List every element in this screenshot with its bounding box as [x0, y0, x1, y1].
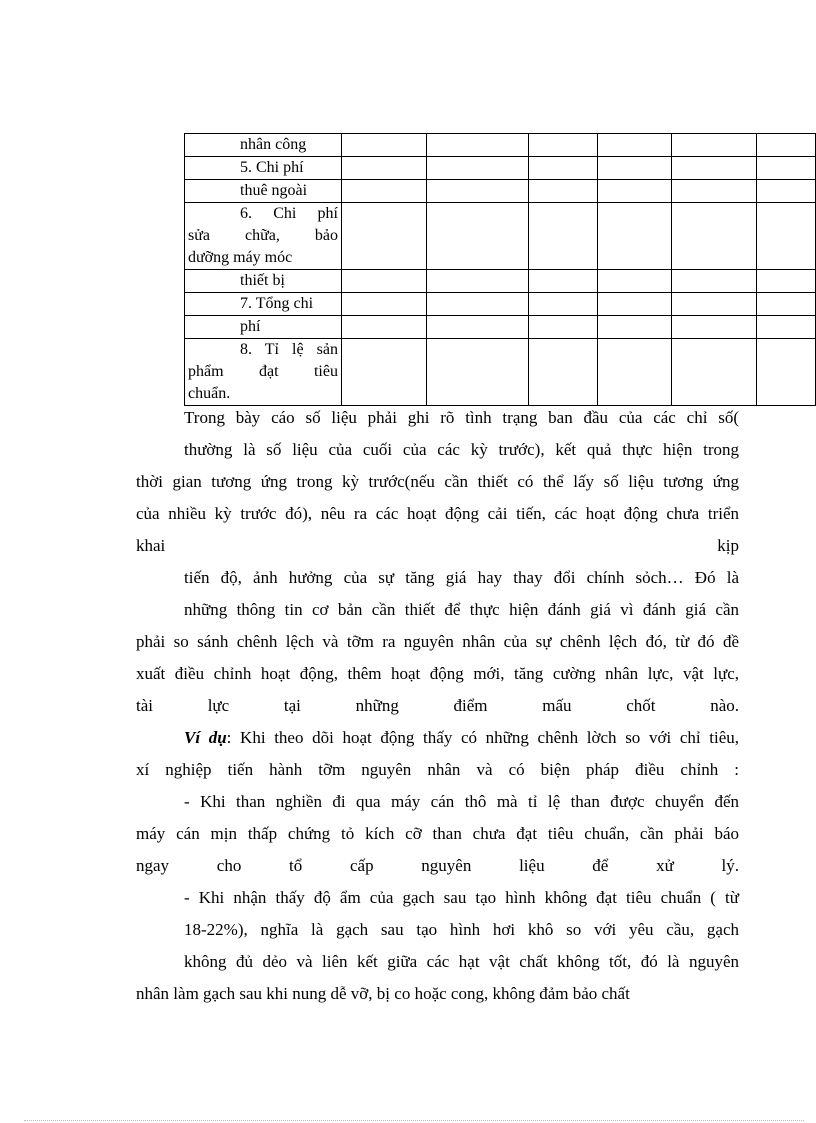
text-line: tài lực tại những điểm mấu chốt nào. [136, 696, 739, 715]
table-cell-empty [598, 157, 672, 180]
cell-line: nhân công [240, 136, 307, 153]
table-cell-empty [426, 270, 528, 293]
table-cell-empty [341, 293, 426, 316]
table-cell-empty [672, 316, 757, 339]
table-cell-empty [341, 316, 426, 339]
table-row [185, 134, 816, 157]
table-cell-empty [672, 180, 757, 203]
table-row [185, 203, 816, 270]
table-row [185, 293, 816, 316]
table-cell-empty [672, 293, 757, 316]
table-cell-empty [426, 180, 528, 203]
table-row [185, 316, 816, 339]
table-cell-empty [341, 270, 426, 293]
table-cell-empty [598, 203, 672, 270]
table-cell-empty [672, 157, 757, 180]
cell-line: 7. Tổng chi [240, 295, 314, 312]
table-cell-empty [672, 134, 757, 157]
table-cell-label [185, 316, 342, 339]
table-cell-empty [529, 316, 598, 339]
text-line: ngay cho tổ cấp nguyên liệu để xử lý. [136, 856, 739, 875]
table-row [185, 339, 816, 406]
cell-line: 5. Chi phí [240, 159, 304, 176]
table-cell-empty [672, 203, 757, 270]
table-cell-empty [598, 339, 672, 406]
table-cell-empty [341, 157, 426, 180]
table-row [185, 157, 816, 180]
table-cell-empty [426, 134, 528, 157]
table-cell-empty [341, 203, 426, 270]
table-cell-empty [598, 316, 672, 339]
text-line: xuất điều chỉnh hoạt động, thêm hoạt động mới, tăng cường nhân lực, vật lực, [136, 664, 739, 683]
text-line: thời gian tương ứng trong kỳ trước(nếu cần thiết có thể lấy số liệu tương ứng [136, 472, 739, 491]
table-cell-empty [598, 180, 672, 203]
table-cell-empty [756, 270, 815, 293]
text-line: máy cán mịn thấp chứng tỏ kích cỡ than chưa đạt tiêu chuẩn, cần phải báo [136, 824, 739, 843]
table-cell-empty [756, 339, 815, 406]
table-cell-empty [426, 203, 528, 270]
table-cell-empty [598, 293, 672, 316]
table-cell-empty [529, 203, 598, 270]
text-line: phải so sánh chênh lệch và tỡm ra nguyên nhân của sự chênh lệch đó, từ đó đề [136, 632, 739, 651]
text-line: - Khi than nghiền đi qua máy cán thô mà tỉ lệ than được chuyển đến [184, 792, 739, 811]
text-line: nhân làm gạch sau khi nung dễ vỡ, bị co hoặc cong, không đảm bảo chất [136, 984, 630, 1003]
table-cell-label [185, 134, 342, 157]
text-line: tiến độ, ảnh hưởng của sự tăng giá hay thay đổi chính sỏch… Đó là [184, 568, 739, 587]
table-cell-empty [529, 157, 598, 180]
table-cell-empty [426, 293, 528, 316]
text-line: những thông tin cơ bản cần thiết để thực hiện đánh giá vì đánh giá cần [184, 600, 739, 619]
body-text [136, 402, 739, 1010]
text-line: thường là số liệu của cuối của các kỳ trước), kết quả thực hiện trong [184, 440, 739, 459]
text-line: của nhiều kỳ trước đó), nêu ra các hoạt động cải tiến, các hoạt động chưa triển [136, 504, 739, 523]
cell-line: 6. Chi phí [240, 205, 338, 222]
text-segment: : Khi theo dõi hoạt động thấy có những chênh lờch so với chỉ tiêu, [226, 728, 739, 747]
table-cell-empty [756, 293, 815, 316]
table-cell-empty [529, 134, 598, 157]
cell-line: phí [240, 318, 261, 335]
table-cell-empty [672, 339, 757, 406]
table-row [185, 180, 816, 203]
table-cell-empty [529, 270, 598, 293]
table-cell-empty [756, 134, 815, 157]
text-word: khai [136, 536, 166, 555]
table-cell-empty [672, 270, 757, 293]
table-cell-empty [529, 293, 598, 316]
table-cell-empty [756, 203, 815, 270]
text-line: - Khi nhận thấy độ ẩm của gạch sau tạo hình không đạt tiêu chuẩn ( từ [184, 888, 739, 907]
cost-table [184, 133, 816, 406]
cell-line: thiết bị [240, 272, 285, 289]
cell-line: sửa chữa, bảo [188, 227, 338, 244]
table-cell-label [185, 157, 342, 180]
table-row [185, 270, 816, 293]
text-line: 18-22%), nghĩa là gạch sau tạo hình hơi khô so với yêu cầu, gạch [184, 920, 739, 939]
table-cell-empty [341, 180, 426, 203]
table-cell-label [185, 339, 342, 406]
cell-line: phẩm đạt tiêu [188, 363, 338, 380]
table-cell-empty [426, 316, 528, 339]
table-cell-empty [426, 157, 528, 180]
cell-line: dưỡng máy móc [188, 249, 293, 266]
table-cell-empty [756, 157, 815, 180]
table-cell-empty [756, 180, 815, 203]
table-cell-empty [426, 339, 528, 406]
table-cell-empty [598, 270, 672, 293]
example-label: Ví dụ [184, 728, 227, 747]
table-cell-empty [341, 134, 426, 157]
table-cell-empty [756, 316, 815, 339]
cell-line: chuẩn. [188, 385, 231, 402]
table-cell-label [185, 293, 342, 316]
cell-line: thuê ngoài [240, 182, 308, 199]
table-cell-label [185, 270, 342, 293]
text-line: Trong bày cáo số liệu phải ghi rõ tình trạng ban đầu của các chỉ số( [184, 408, 739, 427]
page-footer-divider [24, 1120, 804, 1122]
text-line: xí nghiệp tiến hành tỡm nguyên nhân và có biện pháp điều chỉnh : [136, 760, 739, 779]
table-cell-empty [341, 339, 426, 406]
text-line [136, 722, 739, 754]
table-cell-label [185, 203, 342, 270]
table-cell-empty [529, 180, 598, 203]
text-line [136, 530, 739, 562]
table-cell-empty [529, 339, 598, 406]
text-line: không đủ dẻo và liên kết giữa các hạt vật chất không tốt, đó là nguyên [184, 952, 739, 971]
table-cell-empty [598, 134, 672, 157]
table-cell-label [185, 180, 342, 203]
cell-line: 8. Tỉ lệ sản [240, 341, 338, 358]
text-word: kịp [717, 536, 739, 555]
